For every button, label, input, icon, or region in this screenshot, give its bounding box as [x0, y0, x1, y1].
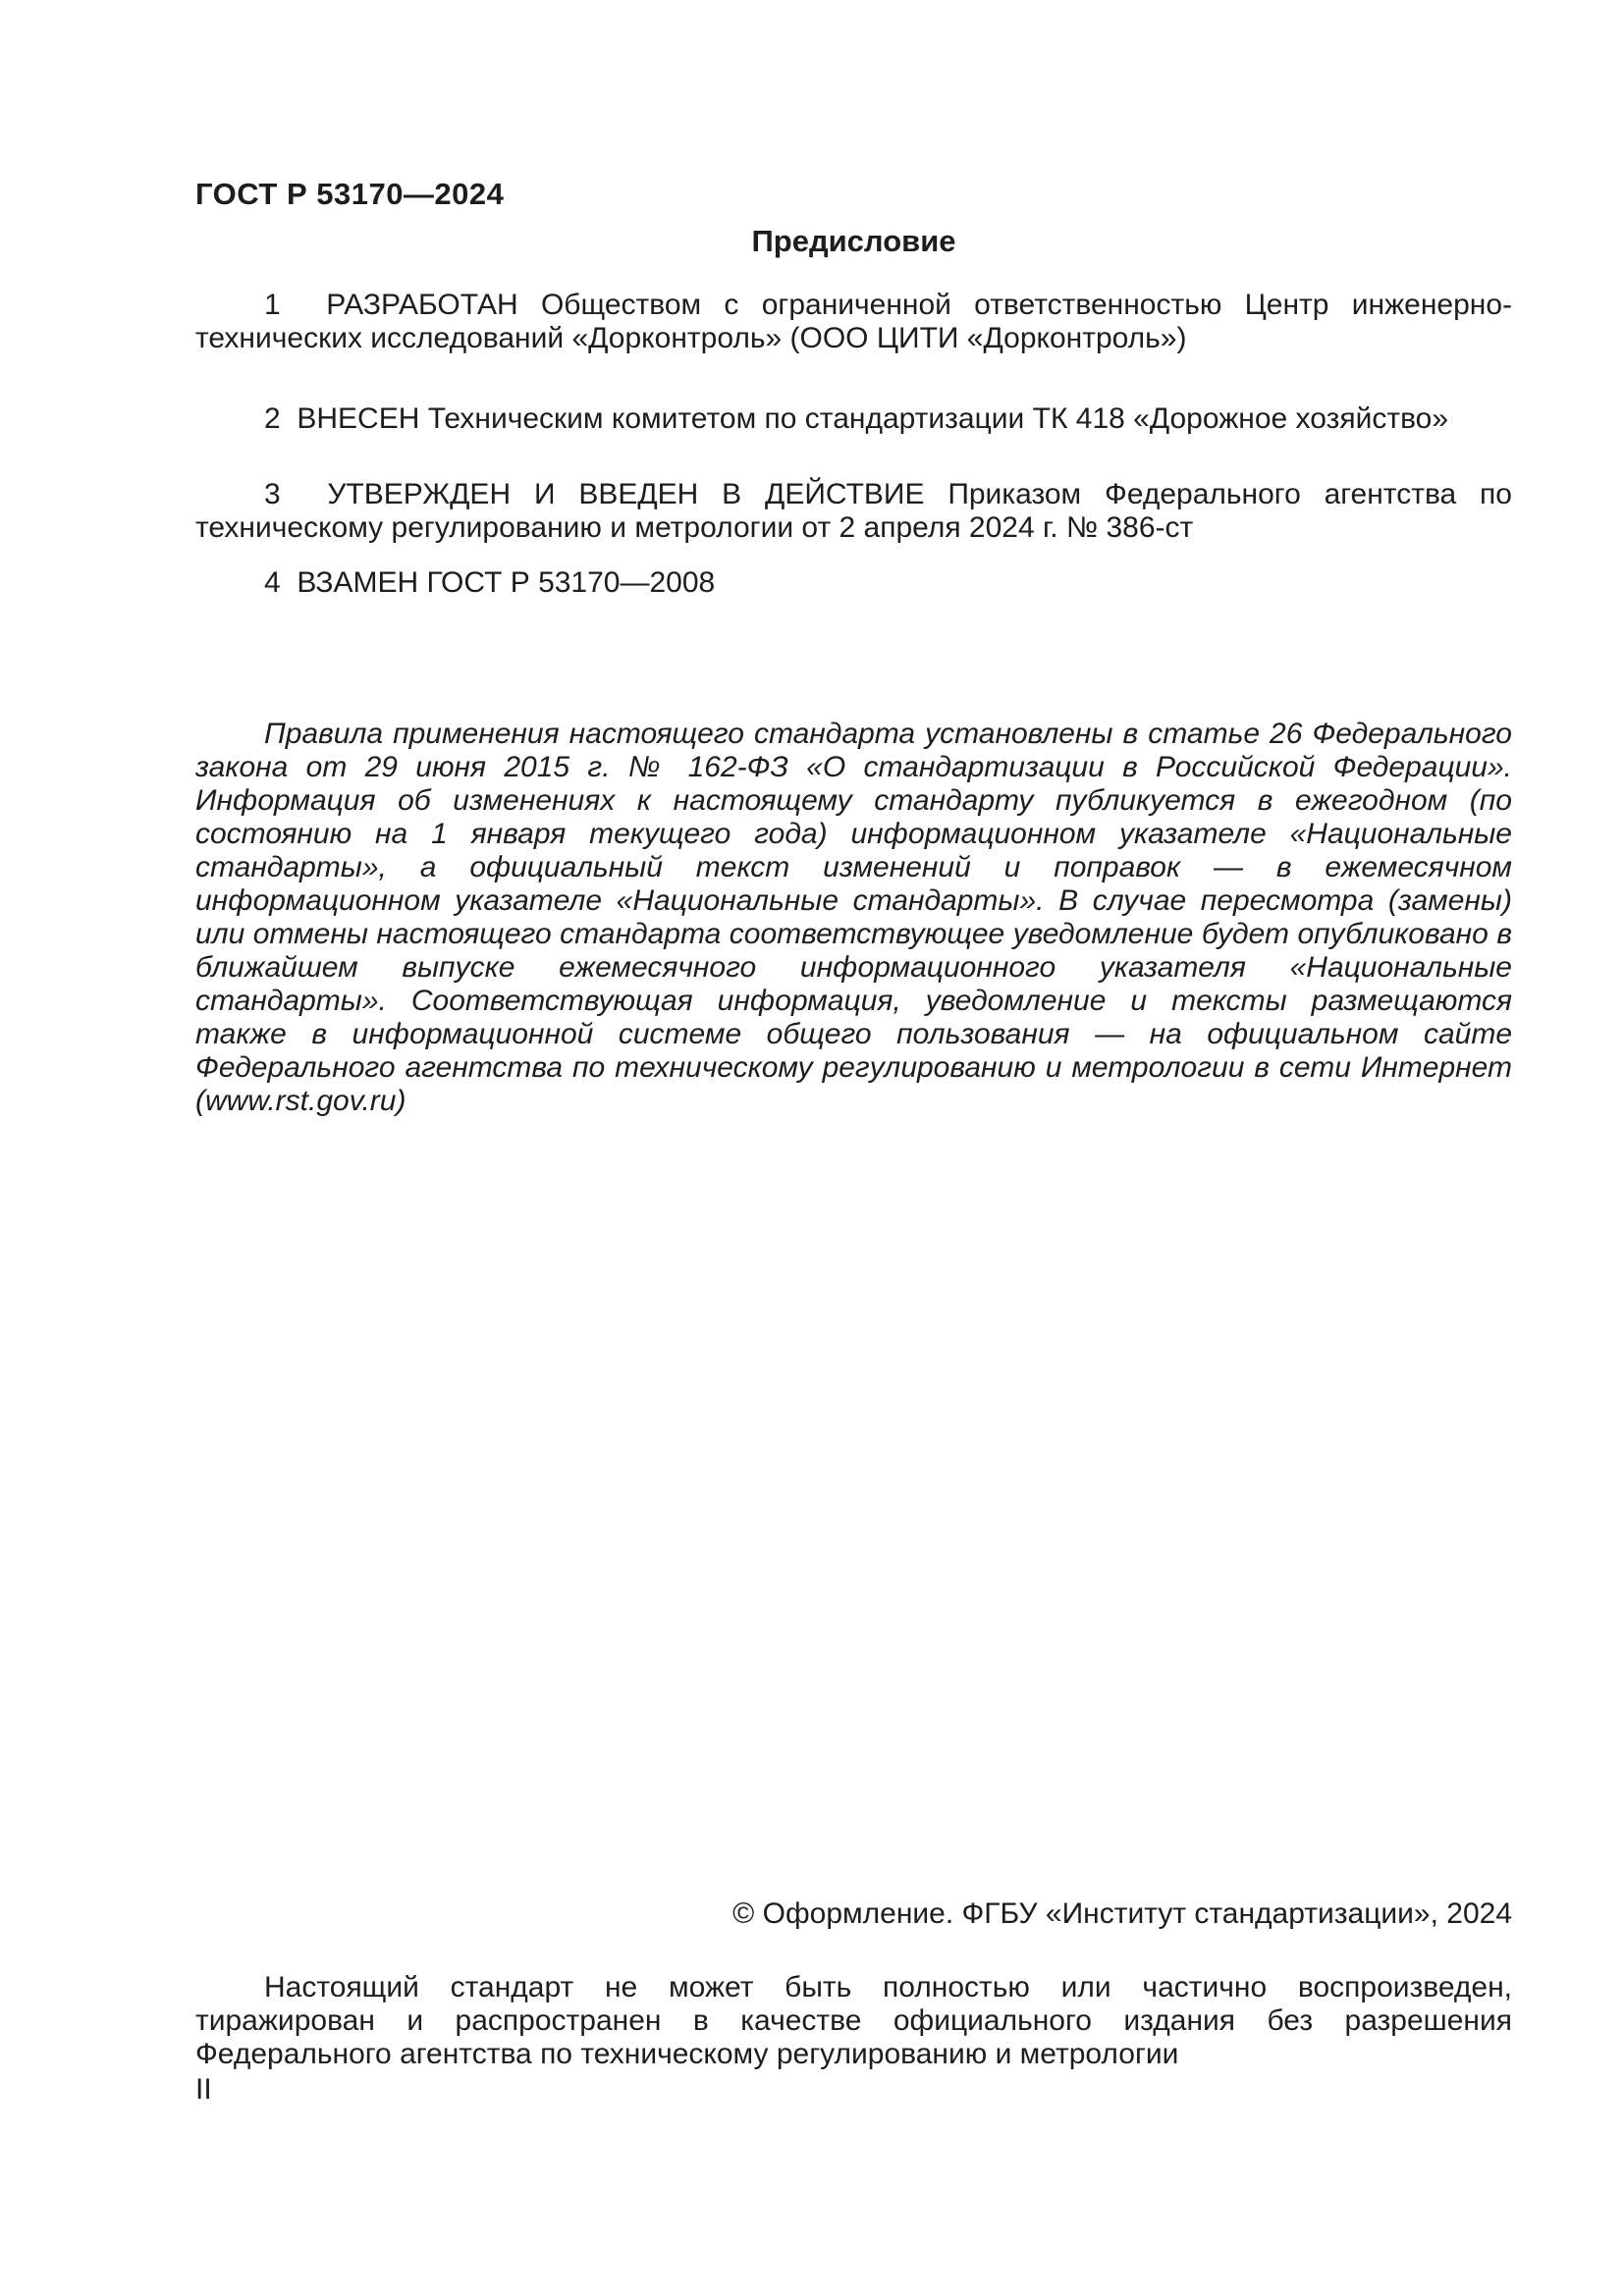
foreword-item-developed: 1 РАЗРАБОТАН Обществом с ограниченной ответственностью Центр инженерно-технических исследований «Дорконтроль» (ООО ЦИТИ «Дорконтроль»)	[195, 289, 1512, 354]
foreword-item-approved: 3 УТВЕРЖДЕН И ВВЕДЕН В ДЕЙСТВИЕ Приказом Федерального агентства по техническому регулированию и метрологии от 2 апреля 2024 г. № 386-ст	[195, 478, 1512, 544]
legal-notice: Правила применения настоящего стандарта установлены в статье 26 Федерального закона от 29 июня 2015 г. № 162-ФЗ «О стандартизации в Российской Федерации». Информация об изменениях к настоящему стандарту публикуется в ежегодном (по состоянию на 1 января текущего года) информационном указателе «Национальные стандарты», а официальный текст изменений и поправок — в ежемесячном информационном указателе «Национальные стандарты». В случае пересмотра (замены) или отмены настоящего стандарта соответствующее уведомление будет опубликовано в ближайшем выпуске ежемесячного информационного указателя «Национальные стандарты». Соответствующая информация, уведомление и тексты размещаются также в информационной системе общего пользования — на официальном сайте Федерального агентства по техническому регулированию и метрологии в сети Интернет (www.rst.gov.ru)	[195, 718, 1512, 1117]
foreword-item-submitted: 2 ВНЕСЕН Техническим комитетом по стандартизации ТК 418 «Дорожное хозяйство»	[264, 402, 1449, 435]
foreword-item-replaces: 4 ВЗАМЕН ГОСТ Р 53170—2008	[264, 566, 716, 599]
page-number: II	[195, 2073, 212, 2106]
foreword-title: Предисловие	[751, 224, 956, 258]
copyright-line: © Оформление. ФГБУ «Институт стандартизации», 2024	[732, 1897, 1512, 1930]
distribution-notice: Настоящий стандарт не может быть полностью или частично воспроизведен, тиражирован и распространен в качестве официального издания без разрешения Федерального агентства по техническому регулированию и метрологии	[195, 1971, 1512, 2070]
foreword-section	[195, 289, 1512, 600]
document-code: ГОСТ Р 53170—2024	[195, 177, 505, 211]
